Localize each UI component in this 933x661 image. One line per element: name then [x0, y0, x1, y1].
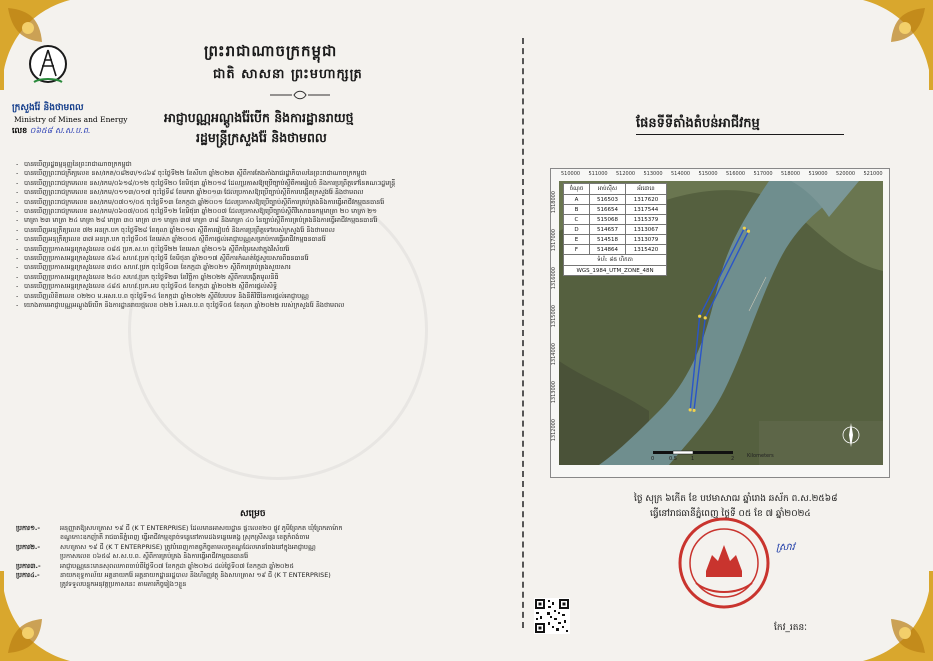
lunar-date: ថ្ងៃ សុក្រ ៦កើត ខែ បឋមាសាឍ ឆ្នាំរោង ឆស័ក ព.ស.២៥៦៨	[634, 494, 838, 504]
concession-point-E	[689, 408, 692, 411]
article-line	[16, 580, 510, 589]
reference-item: - បានឃើញប្រកាសអន្តរក្រសួងលេខ ៤៨៥ សហវ.ប្រក.អប ចុះថ្ងៃទី០៥ ខែកក្កដា ឆ្នាំ២០២២ ស្តីពីការផ្តល់សិទ្ធិ	[16, 282, 510, 291]
reference-item: - បានឃើញលិខិតលេខ ០២២០ ម.អសរ.ប.ព ចុះថ្ងៃទី១៤ ខែកក្កដា ឆ្នាំ២០២២ ស្តីពីបែបបទ និងនីតិវិធីនៃការផ្តល់អាជ្ញាបណ្ណ	[16, 292, 510, 301]
reference-item: - បានឃើញប្រកាសអន្តរក្រសួងលេខ ៣៥០ សហវ.ប្រក ចុះថ្ងៃទី០៣ ខែកក្កដា ឆ្នាំ២០២១ ស្តីពីការគ្រប់គ្រងសួយសារ	[16, 263, 510, 272]
reference-value: ០៦៥៨ ស.ស.ប.ព.	[29, 126, 91, 135]
reference-item: - បានឃើញប្រកាសអន្តរក្រសួងលេខ ០៨៥ ប្រក.ស.ហ ចុះថ្ងៃទី២២ ខែមេសា ឆ្នាំ២០១៦ ស្តីពីកម្រៃសេវាក្នុងវិស័យរ៉ែ	[16, 245, 510, 254]
heading-ornament	[270, 90, 330, 100]
reference-item: - មាត្រា ២៣ មាត្រា ២៤ មាត្រា ២៨ មាត្រា ៣០ មាត្រា ៣១ មាត្រា ៣៧ មាត្រា ៣៨ និងមាត្រា ៤០ នៃច្បាប់ស្តីពីការគ្រប់គ្រងនិងការធ្វើអាជីវកម្មធនធានរ៉ែ	[16, 216, 510, 225]
table-cell: 514864	[589, 245, 625, 255]
article-number: ប្រការ២.-	[16, 542, 40, 551]
ministry-name-khmer: ក្រសួងរ៉ែ និងថាមពល	[12, 103, 84, 113]
table-cell: A	[564, 195, 590, 205]
articles-list	[16, 524, 510, 590]
table-cell: 1315379	[626, 215, 667, 225]
article-line	[16, 571, 510, 580]
table-cell: 516503	[589, 195, 625, 205]
table-cell: 1313079	[626, 235, 667, 245]
ministry-name-english: Ministry of Mines and Energy	[14, 115, 128, 124]
map-x-tick: 520000	[836, 171, 856, 177]
article-text: សហគ្រាស ១៩ ជី (K T ENTERPRISE) ត្រូវបំពេញកាតព្វកិច្ចតាមលក្ខខណ្ឌដែលមានចែងនៅក្នុងអាជ្ញាបណ្ណ	[60, 542, 316, 551]
heading-kingdom: ព្រះរាជាណាចក្រកម្ពុជា	[204, 42, 338, 60]
ministry-logo	[28, 42, 68, 98]
table-cell: 1317620	[626, 195, 667, 205]
map-x-tick: 511000	[588, 171, 608, 177]
table-cell: 1317544	[626, 205, 667, 215]
heading-motto: ជាតិ សាសនា ព្រះមហាក្សត្រ	[213, 67, 363, 82]
map-y-tick: 1316000	[551, 267, 557, 290]
article-number: ប្រការ៤.-	[16, 571, 40, 580]
reference-item: - បានឃើញព្រះរាជក្រមលេខ នស/រកម/០៧០១/០៥ ចុះថ្ងៃទី១៣ ខែកក្កដា ឆ្នាំ២០០១ ដែលប្រកាសឱ្យប្រើច្បាប់ស្តីពីការគ្រប់គ្រងនិងការធ្វើអាជីវកម្មធនធានរ៉ែ	[16, 198, 510, 207]
reference-item: - បានឃើញរដ្ឋធម្មនុញ្ញនៃព្រះរាជាណាចក្រកម្ពុជា	[16, 160, 510, 169]
map-x-tick: 521000	[863, 171, 883, 177]
table-row	[564, 205, 667, 215]
concession-point-D	[692, 409, 695, 412]
scale-label-2: 2	[731, 456, 735, 462]
map-y-tick: 1318000	[551, 191, 557, 214]
table-row	[564, 195, 667, 205]
concession-polygon	[690, 228, 748, 410]
table-cell: 515068	[589, 215, 625, 225]
table-cell: B	[564, 205, 590, 215]
article-line	[16, 562, 510, 571]
map-title: ផែនទីទីតាំងតំបន់អាជីវកម្ម	[636, 116, 760, 131]
table-crs: WGS_1984_UTM_ZONE_48N	[564, 266, 667, 276]
map-x-tick: 518000	[781, 171, 801, 177]
map-x-tick: 516000	[726, 171, 746, 177]
table-cell: D	[564, 225, 590, 235]
heading-minister: រដ្ឋមន្ត្រីក្រសួងរ៉ែ និងថាមពល	[196, 130, 327, 145]
article-text: ខណ្ឌកោះឧកញ៉ាតី រាជធានីភ្នំពេញ ធ្វើអាជីវកម្មខ្សាច់ទន្លេនៅតាមដងទន្លេមេគង្គ ស្រុកស្រីសន្ធរ ខេត្តកំពង់ចាម	[60, 533, 310, 542]
coordinate-table	[563, 183, 667, 276]
map-y-tick: 1313000	[551, 381, 557, 404]
table-header-cell: អាប់ស៊ីស	[589, 184, 625, 195]
table-header-cell: អ័រដោនេ	[626, 184, 667, 195]
map-y-tick: 1317000	[551, 229, 557, 252]
article-text: អនុញ្ញាតឱ្យសហគ្រាស ១៩ ជី (K T ENTERPRISE) ដែលមានអាសយដ្ឋាន ផ្ទះលេខ២០ ផ្លូវ ភូមិព្រែកត ឃុំព្រែកតាម៉ាក	[60, 524, 343, 532]
article-line	[16, 533, 510, 542]
map-x-tick: 515000	[698, 171, 718, 177]
reference-item: - បានឃើញអនុក្រឹត្យលេខ ៣៧ អនក្រ.បក ចុះថ្ងៃទី០៥ ខែមេសា ឆ្នាំ២០០៥ ស្តីពីការផ្តល់អាជ្ញាបណ្ណសម្រាប់ការធ្វើអាជីវកម្មធនធានរ៉ែ	[16, 235, 510, 244]
map-y-tick: 1312000	[551, 419, 557, 442]
reference-number	[12, 125, 91, 137]
table-header-cell: ចំណុច	[564, 184, 590, 195]
official-seal	[676, 515, 772, 611]
location-map-page	[528, 20, 928, 650]
signer-name: កែវ_រតនៈ	[774, 623, 807, 633]
concession-point-B	[747, 230, 750, 233]
article-number: ប្រការ១.-	[16, 524, 40, 532]
table-cell: 514518	[589, 235, 625, 245]
site-map	[550, 168, 890, 478]
article-text: នាយកខុទ្ទកាល័យ អគ្គនាយករ៉ែ អគ្គនាយកដ្ឋានរដ្ឋបាល និងហិរញ្ញវត្ថុ និងសហគ្រាស ១៩ ជី (K T ENTERPRISE)	[60, 571, 331, 580]
map-y-tick: 1315000	[551, 305, 557, 328]
concession-point-F	[698, 315, 701, 318]
table-cell: 516654	[589, 205, 625, 215]
table-row	[564, 225, 667, 235]
table-row	[564, 235, 667, 245]
map-x-tick: 517000	[753, 171, 773, 177]
permit-text-page	[8, 20, 514, 650]
reference-item: - បានឃើញអនុក្រឹត្យលេខ ៧២ អនក្រ.បក ចុះថ្ងៃទី២៨ ខែតុលា ឆ្នាំ២០១៣ ស្តីពីការរៀបចំ និងការប្រព្រឹត្តទៅរបស់ក្រសួងរ៉ែ និងថាមពល	[16, 226, 510, 235]
table-cell: F	[564, 245, 590, 255]
signing-date: ធ្វើនៅរាជធានីភ្នំពេញ ថ្ងៃទី ០៥ ខែ ៧ ឆ្នាំ២០២៤	[650, 509, 811, 519]
concession-point-A	[743, 227, 746, 230]
map-x-tick: 514000	[671, 171, 691, 177]
reference-item: - យោងតាមអាជ្ញាបណ្ណអណ្តូងរ៉ែបើក និងការដ្ឋានរាយថ្មលេខ ០២២ រ៉.អសរ.ប.ព ចុះថ្ងៃទី០៥ ខែតុលា ឆ្នាំ២០២២ របស់ក្រសួងរ៉ែ និងថាមពល	[16, 301, 510, 310]
table-area: ទំហំ: ៨៥ ហិកតា	[564, 255, 667, 266]
decision-title: សម្រេច	[240, 509, 266, 519]
scale-label-05: 0.5	[669, 456, 677, 462]
minister-signature: ស្រាវ	[776, 542, 795, 553]
reference-item: - បានឃើញប្រកាសអន្តរក្រសួងលេខ ២៤០ សហវ.ប្រក ចុះថ្ងៃទី២៣ ខែវិច្ឆិកា ឆ្នាំ២០២២ ស្តីពីការបង្កើតមូលនិធិ	[16, 273, 510, 282]
scale-label-1: 1	[691, 456, 695, 462]
table-row	[564, 215, 667, 225]
heading-permit-title: អាជ្ញាបណ្ណអណ្តូងរ៉ែបើក និងការដ្ឋានរាយថ្ម	[164, 110, 354, 125]
scale-bar	[651, 449, 774, 465]
reference-label: លេខ	[12, 126, 28, 135]
map-x-tick: 512000	[616, 171, 636, 177]
reference-item: - បានឃើញប្រកាសអន្តរក្រសួងលេខ ៥៦៤ សហវ.ប្រក ចុះថ្ងៃទី ខែមិថុនា ឆ្នាំ២០១៧ ស្តីពីការកំណត់ថ្លៃសួយសារពីធនធានរ៉ែ	[16, 254, 510, 263]
page-divider	[522, 38, 524, 628]
map-x-tick: 510000	[561, 171, 581, 177]
table-cell: 514657	[589, 225, 625, 235]
article-number: ប្រការ៣.-	[16, 561, 41, 570]
legal-references-list	[16, 160, 510, 311]
article-line	[16, 552, 510, 561]
reference-item: - បានឃើញព្រះរាជក្រមលេខ នស/រកម/០១១៣/០១៧ ចុះថ្ងៃទី៨ ខែមករា ឆ្នាំ២០១៣ ដែលប្រកាសឱ្យប្រើច្បាប់ស្តីពីការបង្កើតក្រសួងរ៉ែ និងថាមពល	[16, 188, 510, 197]
reference-item: - បានឃើញព្រះរាជក្រឹត្យលេខ នស/រកត/០៨២៣/១៤៦៩ ចុះថ្ងៃទី២២ ខែសីហា ឆ្នាំ២០២៣ ស្តីពីការតែងតាំងរាជរដ្ឋាភិបាលនៃព្រះរាជាណាចក្រកម្ពុជា	[16, 169, 510, 178]
map-x-tick: 519000	[808, 171, 828, 177]
table-cell: E	[564, 235, 590, 245]
article-line	[16, 543, 510, 552]
concession-point-C	[704, 316, 707, 319]
article-line	[16, 524, 510, 533]
article-text: ប្រកាសលេខ ០៦៥៨ ស.ស.ប.ព. ស្តីពីការគ្រប់គ្រង និងការធ្វើអាជីវកម្មធនធានរ៉ែ	[60, 552, 249, 561]
map-y-tick: 1314000	[551, 343, 557, 366]
scale-unit: Kilometers	[747, 453, 774, 459]
reference-item: - បានឃើញព្រះរាជក្រមលេខ នស/រកម/០៦០៧/០០៥ ចុះថ្ងៃទី១២ ខែមិថុនា ឆ្នាំ២០០៧ ដែលប្រកាសឱ្យប្រើច្បាប់ស្តីពីវិសោធនកម្មមាត្រា ២០ មាត្រា ២១	[16, 207, 510, 216]
table-row	[564, 245, 667, 255]
map-x-tick: 513000	[643, 171, 663, 177]
reference-item: - បានឃើញព្រះរាជក្រមលេខ នស/រកម/០៦១៨/០១២ ចុះថ្ងៃទី២០ ខែមិថុនា ឆ្នាំ២០១៨ ដែលប្រកាសឱ្យប្រើច្បាប់ស្តីពីការរៀបចំ និងការប្រព្រឹត្តទៅនៃគណៈរដ្ឋមន្ត្រី	[16, 179, 510, 188]
article-text: ត្រូវទទួលបន្ទុកអនុវត្តប្រកាសនេះ តាមភារកិច្ចរៀងៗខ្លួន	[60, 580, 187, 589]
scale-label-0: 0	[651, 456, 655, 462]
table-cell: 1315420	[626, 245, 667, 255]
map-title-underline	[636, 134, 844, 135]
qr-code	[534, 598, 570, 634]
table-cell: C	[564, 215, 590, 225]
article-text: អាជ្ញាបណ្ណនេះមានសុពលភាពចាប់ពីថ្ងៃទី០៧ ខែកក្កដា ឆ្នាំ២០២៤ ដល់ថ្ងៃទី០៧ ខែកក្កដា ឆ្នាំ២០២៥	[60, 561, 294, 570]
table-cell: 1313067	[626, 225, 667, 235]
